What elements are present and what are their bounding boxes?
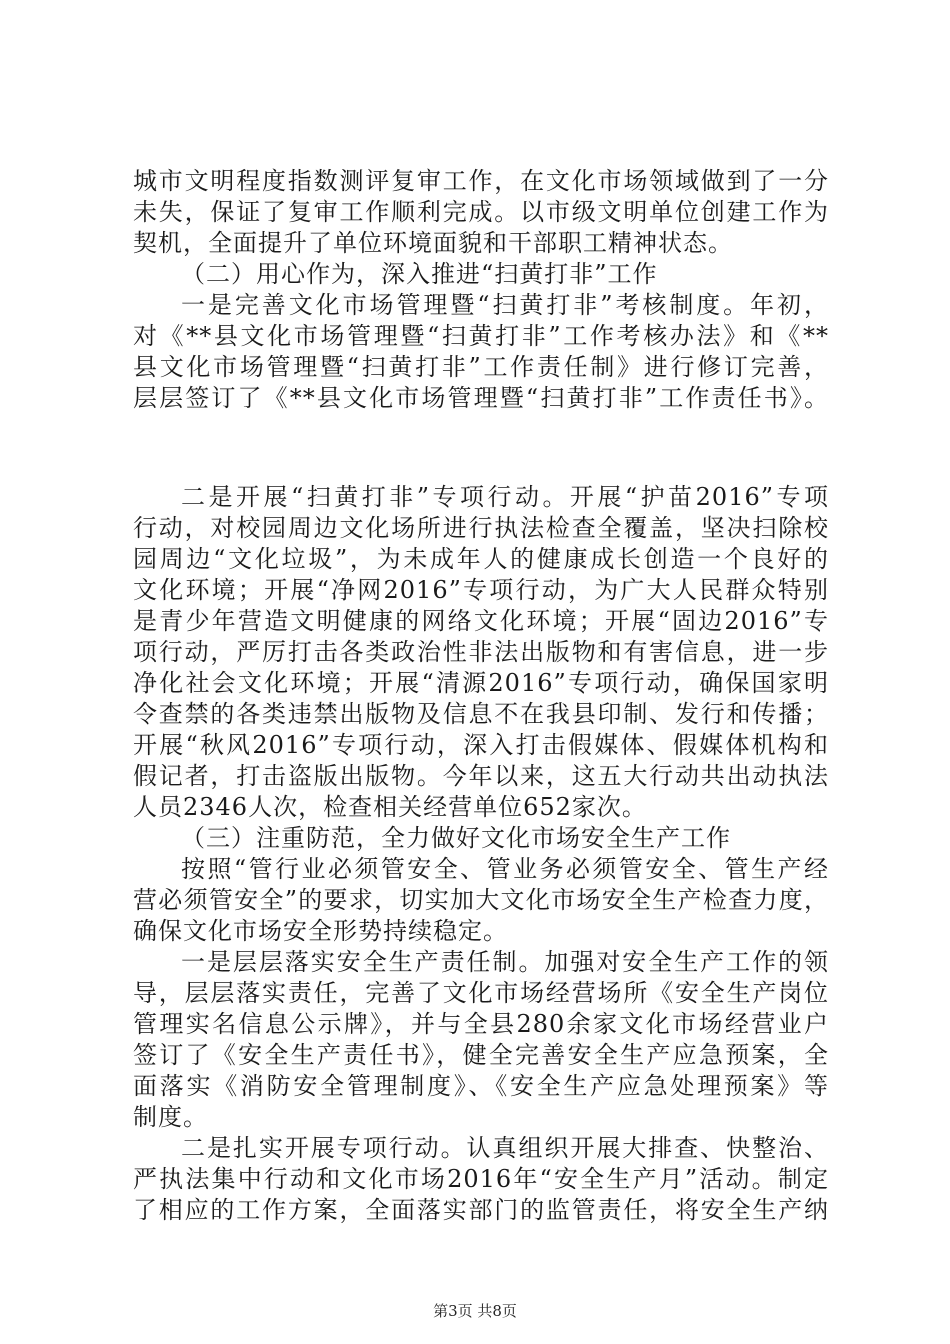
- paragraph-line: 严执法集中行动和文化市场2016年“安全生产月”活动。制定: [133, 1165, 829, 1193]
- paragraph-line: 假记者，打击盗版出版物。今年以来，这五大行动共出动执法: [133, 762, 829, 790]
- paragraph-line: 令查禁的各类违禁出版物及信息不在我县印制、发行和传播；: [133, 700, 829, 728]
- paragraph-line: 一是层层落实安全生产责任制。加强对安全生产工作的领: [181, 948, 829, 976]
- paragraph-line: 园周边“文化垃圾”，为未成年人的健康成长创造一个良好的: [133, 545, 829, 573]
- paragraph-line: 面落实《消防安全管理制度》、《安全生产应急处理预案》等: [133, 1072, 829, 1100]
- paragraph-line: 确保文化市场安全形势持续稳定。: [133, 917, 508, 945]
- paragraph-line: 二是扎实开展专项行动。认真组织开展大排查、快整治、: [181, 1134, 829, 1162]
- paragraph-line: 层层签订了《**县文化市场管理暨“扫黄打非”工作责任书》。: [133, 384, 829, 412]
- paragraph-line: 签订了《安全生产责任书》，健全完善安全生产应急预案，全: [133, 1041, 829, 1069]
- paragraph-line: 是青少年营造文明健康的网络文化环境；开展“固边2016”专: [133, 607, 829, 635]
- paragraph-line: 制度。: [133, 1103, 208, 1131]
- paragraph-line: 文化环境；开展“净网2016”专项行动，为广大人民群众特别: [133, 576, 829, 604]
- paragraph-line: 行动，对校园周边文化场所进行执法检查全覆盖，坚决扫除校: [133, 514, 829, 542]
- paragraph-line: 对《**县文化市场管理暨“扫黄打非”工作考核办法》和《**: [133, 322, 829, 350]
- paragraph-line: 按照“管行业必须管安全、管业务必须管安全、管生产经: [181, 855, 829, 883]
- paragraph-line: 契机，全面提升了单位环境面貌和干部职工精神状态。: [133, 229, 733, 257]
- paragraph-line: 导，层层落实责任，完善了文化市场经营场所《安全生产岗位: [133, 979, 829, 1007]
- paragraph-line: 开展“秋风2016”专项行动，深入打击假媒体、假媒体机构和: [133, 731, 829, 759]
- section-heading: （三）注重防范，全力做好文化市场安全生产工作: [181, 824, 731, 852]
- paragraph-line: 项行动，严厉打击各类政治性非法出版物和有害信息，进一步: [133, 638, 829, 666]
- document-body: [133, 166, 829, 1226]
- paragraph-line: 一是完善文化市场管理暨“扫黄打非”考核制度。年初，: [181, 291, 829, 319]
- paragraph-line: 了相应的工作方案，全面落实部门的监管责任，将安全生产纳: [133, 1196, 829, 1224]
- paragraph-line: 管理实名信息公示牌》，并与全县280余家文化市场经营业户: [133, 1010, 829, 1038]
- paragraph-line: 未失，保证了复审工作顺利完成。以市级文明单位创建工作为: [133, 198, 829, 226]
- paragraph-line: 净化社会文化环境；开展“清源2016”专项行动，确保国家明: [133, 669, 829, 697]
- paragraph-gap: [133, 414, 829, 482]
- page-number-footer: 第3页 共8页: [433, 1302, 517, 1320]
- paragraph-line: 营必须管安全”的要求，切实加大文化市场安全生产检查力度，: [133, 886, 829, 914]
- section-heading: （二）用心作为，深入推进“扫黄打非”工作: [181, 260, 658, 288]
- paragraph-line: 城市文明程度指数测评复审工作，在文化市场领域做到了一分: [133, 167, 829, 195]
- paragraph-line: 人员2346人次，检查相关经营单位652家次。: [133, 793, 647, 821]
- paragraph-line: 二是开展“扫黄打非”专项行动。开展“护苗2016”专项: [181, 483, 829, 511]
- paragraph-line: 县文化市场管理暨“扫黄打非”工作责任制》进行修订完善，: [133, 353, 829, 381]
